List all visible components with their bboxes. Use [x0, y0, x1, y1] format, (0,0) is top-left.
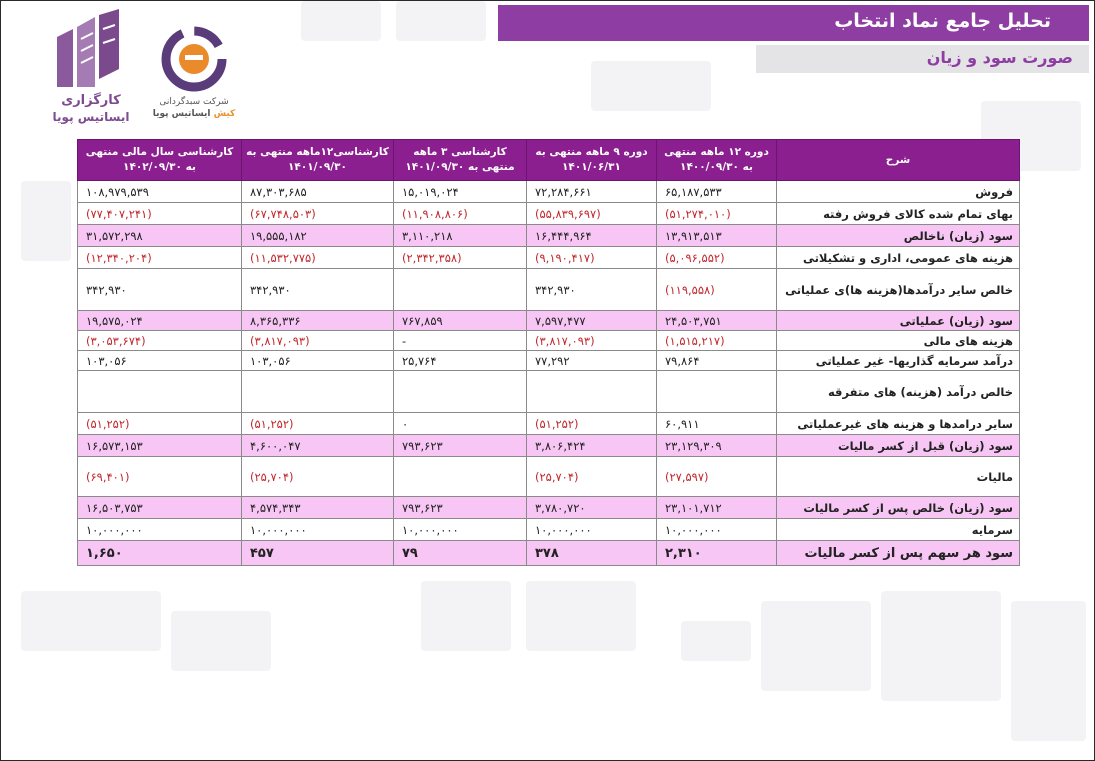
table-cell: ۳۴۲,۹۳۰: [527, 269, 657, 311]
row-label: بهای تمام شده کالای فروش رفته: [777, 203, 1020, 225]
fund-logo-accent: کیش: [213, 109, 236, 119]
table-row: [78, 331, 1020, 351]
table-cell: [242, 371, 394, 413]
table-cell: ۷,۵۹۷,۴۷۷: [527, 311, 657, 331]
table-header-row: [78, 140, 1020, 181]
broker-logo: [41, 9, 141, 124]
column-header: دوره ۹ ماهه منتهی به ۱۴۰۱/۰۶/۳۱: [527, 140, 657, 181]
table-cell: [394, 371, 527, 413]
table-cell: (۱,۵۱۵,۲۱۷): [657, 331, 777, 351]
table-cell: ۸۷,۳۰۳,۶۸۵: [242, 181, 394, 203]
table-row: [78, 269, 1020, 311]
table-row: [78, 519, 1020, 541]
table-cell: ۴,۵۷۴,۳۴۳: [242, 497, 394, 519]
table-cell: ۱۰۳,۰۵۶: [78, 351, 242, 371]
table-cell: (۶۹,۴۰۱): [78, 457, 242, 497]
row-label: مالیات: [777, 457, 1020, 497]
table-cell: ۱,۶۵۰: [78, 541, 242, 566]
table-cell: (۲۷,۵۹۷): [657, 457, 777, 497]
page-title: تحلیل جامع نماد انتخاب: [834, 10, 1051, 32]
table-cell: ۷۲,۲۸۴,۶۶۱: [527, 181, 657, 203]
table-cell: [657, 371, 777, 413]
row-label: فروش: [777, 181, 1020, 203]
row-label: هزینه های مالی: [777, 331, 1020, 351]
column-header: شرح: [777, 140, 1020, 181]
table-cell: ۳۷۸: [527, 541, 657, 566]
row-label: سود (زیان) عملیاتی: [777, 311, 1020, 331]
table-cell: ۱۰,۰۰۰,۰۰۰: [78, 519, 242, 541]
table-cell: (۲۵,۷۰۴): [527, 457, 657, 497]
table-cell: ۳,۸۰۶,۴۲۴: [527, 435, 657, 457]
broker-logo-icon: [53, 9, 129, 89]
column-header: کارشناسی ۳ ماهه منتهی به ۱۴۰۱/۰۹/۳۰: [394, 140, 527, 181]
page-subtitle: صورت سود و زیان: [926, 48, 1073, 67]
table-cell: ۱۹,۵۷۵,۰۲۴: [78, 311, 242, 331]
table-cell: ۲۴,۵۰۳,۷۵۱: [657, 311, 777, 331]
table-cell: [394, 269, 527, 311]
table-row: [78, 413, 1020, 435]
table-cell: ۶۰,۹۱۱: [657, 413, 777, 435]
table-cell: (۲۵,۷۰۴): [242, 457, 394, 497]
table-cell: ۷۹۳,۶۲۳: [394, 435, 527, 457]
table-cell: (۱۱,۵۳۲,۷۷۵): [242, 247, 394, 269]
table-cell: (۵۱,۲۵۲): [78, 413, 242, 435]
table-cell: (۳,۰۵۳,۶۷۴): [78, 331, 242, 351]
fund-logo-name: ایساتیس پویا: [152, 109, 211, 119]
table-cell: ۷۶۷,۸۵۹: [394, 311, 527, 331]
title-bar: [498, 5, 1089, 41]
fund-logo-subtext: [149, 109, 239, 119]
table-row: [78, 181, 1020, 203]
table-cell: ۱۶,۵۰۳,۷۵۳: [78, 497, 242, 519]
table-cell: [527, 371, 657, 413]
table-row: [78, 247, 1020, 269]
table-cell: ۳۴۲,۹۳۰: [78, 269, 242, 311]
table-cell: (۵۵,۸۳۹,۶۹۷): [527, 203, 657, 225]
row-label: سرمایه: [777, 519, 1020, 541]
table-cell: ۰: [394, 413, 527, 435]
table-cell: (۹,۱۹۰,۴۱۷): [527, 247, 657, 269]
table-cell: ۳,۷۸۰,۷۲۰: [527, 497, 657, 519]
table-cell: ۱۵,۰۱۹,۰۲۴: [394, 181, 527, 203]
table-cell: (۳,۸۱۷,۰۹۳): [527, 331, 657, 351]
table-cell: [394, 457, 527, 497]
table-cell: ۶۵,۱۸۷,۵۳۳: [657, 181, 777, 203]
subtitle-bar: [756, 45, 1089, 73]
table-cell: (۵۱,۲۵۲): [242, 413, 394, 435]
row-label: درآمد سرمایه گذاریها- غیر عملیاتی: [777, 351, 1020, 371]
table-cell: (۳,۸۱۷,۰۹۳): [242, 331, 394, 351]
row-label: سود (زیان) ناخالص: [777, 225, 1020, 247]
table-row: [78, 497, 1020, 519]
fund-logo: [149, 25, 239, 117]
table-cell: ۲۵,۷۶۴: [394, 351, 527, 371]
column-header: کارشناسی سال مالی منتهی به ۱۴۰۲/۰۹/۳۰: [78, 140, 242, 181]
table-cell: -: [394, 331, 527, 351]
table-cell: ۱۰,۰۰۰,۰۰۰: [527, 519, 657, 541]
table-cell: (۵,۰۹۶,۵۵۲): [657, 247, 777, 269]
table-cell: ۳۴۲,۹۳۰: [242, 269, 394, 311]
broker-logo-text: کارگزاری: [61, 93, 121, 108]
table-cell: ۱۰۸,۹۷۹,۵۳۹: [78, 181, 242, 203]
row-label: سود (زیان) قبل از کسر مالیات: [777, 435, 1020, 457]
table-row: [78, 203, 1020, 225]
table-row: [78, 371, 1020, 413]
table-cell: ۷۹۳,۶۲۳: [394, 497, 527, 519]
table-cell: ۱۰,۰۰۰,۰۰۰: [657, 519, 777, 541]
column-header: کارشناسی۱۲ماهه منتهی به ۱۴۰۱/۰۹/۳۰: [242, 140, 394, 181]
table-cell: ۲۳,۱۰۱,۷۱۲: [657, 497, 777, 519]
table-row: [78, 351, 1020, 371]
income-statement-table: [77, 139, 1020, 566]
table-cell: (۱۲,۳۴۰,۲۰۴): [78, 247, 242, 269]
table-cell: ۴۵۷: [242, 541, 394, 566]
table-cell: ۳۱,۵۷۲,۲۹۸: [78, 225, 242, 247]
table-row: [78, 541, 1020, 566]
table-cell: ۱۶,۴۴۴,۹۶۴: [527, 225, 657, 247]
table-row: [78, 311, 1020, 331]
table-row: [78, 225, 1020, 247]
row-label: هزینه های عمومی، اداری و تشکیلاتی: [777, 247, 1020, 269]
table-cell: (۱۱۹,۵۵۸): [657, 269, 777, 311]
row-label: سود (زیان) خالص پس از کسر مالیات: [777, 497, 1020, 519]
table-cell: ۱۰۳,۰۵۶: [242, 351, 394, 371]
table-row: [78, 457, 1020, 497]
table-cell: ۲,۳۱۰: [657, 541, 777, 566]
fund-logo-icon: [149, 25, 239, 95]
column-header: دوره ۱۲ ماهه منتهی به ۱۴۰۰/۰۹/۳۰: [657, 140, 777, 181]
table-cell: ۱۹,۵۵۵,۱۸۲: [242, 225, 394, 247]
fund-logo-text: شرکت سبدگردانی: [159, 97, 229, 107]
table-cell: (۶۷,۷۴۸,۵۰۳): [242, 203, 394, 225]
table-cell: ۱۶,۵۷۳,۱۵۳: [78, 435, 242, 457]
table-cell: ۸,۳۶۵,۳۳۶: [242, 311, 394, 331]
table-cell: (۱۱,۹۰۸,۸۰۶): [394, 203, 527, 225]
table-cell: (۲,۳۴۲,۳۵۸): [394, 247, 527, 269]
table-cell: ۱۳,۹۱۳,۵۱۳: [657, 225, 777, 247]
table-cell: [78, 371, 242, 413]
table-cell: ۴,۶۰۰,۰۴۷: [242, 435, 394, 457]
row-label: خالص سایر درآمدها(هزینه ها)ی عملیاتی: [777, 269, 1020, 311]
table-cell: ۷۹: [394, 541, 527, 566]
table-cell: ۱۰,۰۰۰,۰۰۰: [394, 519, 527, 541]
row-label: سایر درامدها و هزینه های غیرعملیاتی: [777, 413, 1020, 435]
table-cell: ۷۷,۲۹۲: [527, 351, 657, 371]
table-cell: (۷۷,۴۰۷,۲۴۱): [78, 203, 242, 225]
table-cell: (۵۱,۲۷۴,۰۱۰): [657, 203, 777, 225]
table-cell: ۱۰,۰۰۰,۰۰۰: [242, 519, 394, 541]
table-cell: ۳,۱۱۰,۲۱۸: [394, 225, 527, 247]
table-cell: (۵۱,۲۵۲): [527, 413, 657, 435]
table-cell: ۷۹,۸۶۴: [657, 351, 777, 371]
broker-logo-subtext: ایساتیس پویا: [52, 110, 130, 124]
row-label: خالص درآمد (هزینه) های متفرقه: [777, 371, 1020, 413]
row-label: سود هر سهم پس از کسر مالیات: [777, 541, 1020, 566]
table-row: [78, 435, 1020, 457]
table-cell: ۲۳,۱۲۹,۳۰۹: [657, 435, 777, 457]
